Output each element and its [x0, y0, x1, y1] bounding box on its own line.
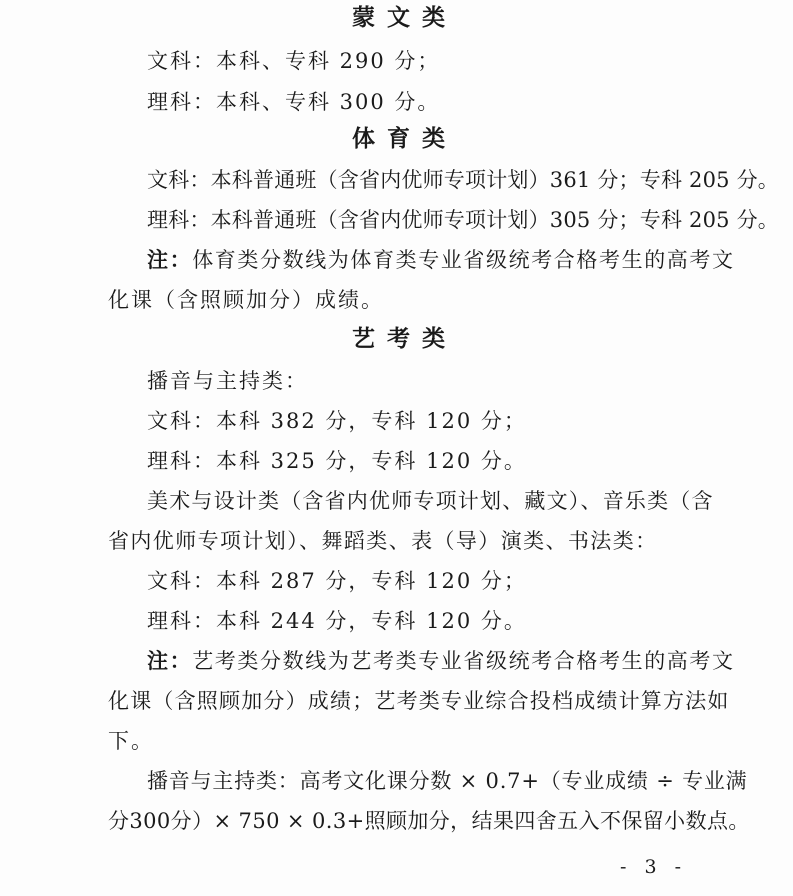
heading-yikao: 艺考类 [352, 325, 457, 352]
boyin-title-line: 播音与主持类： [147, 369, 308, 393]
mengwen-like-line: 理科：本科、专科 300 分。 [147, 90, 441, 114]
formula-line-1: 播音与主持类：高考文化课分数 × 0.7+（专业成绩 ÷ 专业满 [147, 769, 748, 793]
formula-line-2: 分300分）× 750 × 0.3+照顾加分，结果四舍五入不保留小数点。 [108, 809, 750, 833]
meishu-like-line: 理科：本科 244 分，专科 120 分。 [147, 609, 527, 633]
tiyu-wenke-line: 文科：本科普通班（含省内优师专项计划）361 分；专科 205 分。 [147, 168, 779, 192]
yikao-note-line-3: 下。 [108, 729, 154, 753]
tiyu-note-label: 注： [147, 247, 193, 272]
yikao-note-text-1: 艺考类分数线为艺考类专业省级统考合格考生的高考文 [192, 649, 735, 673]
mengwen-wenke-line: 文科：本科、专科 290 分； [147, 49, 441, 73]
meishu-line-2: 省内优师专项计划）、舞蹈类、表（导）演类、书法类： [108, 529, 658, 553]
boyin-wenke-line: 文科：本科 382 分，专科 120 分； [147, 409, 527, 433]
yikao-note-line-1 [147, 647, 735, 675]
meishu-line-1: 美术与设计类（含省内优师专项计划、藏文）、音乐类（含 [147, 489, 714, 513]
tiyu-note-text-1: 体育类分数线为体育类专业省级统考合格考生的高考文 [192, 248, 735, 272]
yikao-note-label: 注： [147, 648, 193, 673]
tiyu-note-line-1 [147, 246, 735, 274]
boyin-like-line: 理科：本科 325 分，专科 120 分。 [147, 449, 527, 473]
heading-tiyu: 体育类 [352, 125, 457, 152]
tiyu-note-line-2: 化课（含照顾加分）成绩。 [108, 288, 384, 312]
heading-mengwen: 蒙文类 [352, 4, 457, 31]
meishu-wenke-line: 文科：本科 287 分，专科 120 分； [147, 569, 527, 593]
page-number: - 3 - [620, 856, 688, 878]
tiyu-like-line: 理科：本科普通班（含省内优师专项计划）305 分；专科 205 分。 [147, 208, 779, 232]
yikao-note-line-2: 化课（含照顾加分）成绩；艺考类专业综合投档成绩计算方法如 [108, 689, 730, 713]
